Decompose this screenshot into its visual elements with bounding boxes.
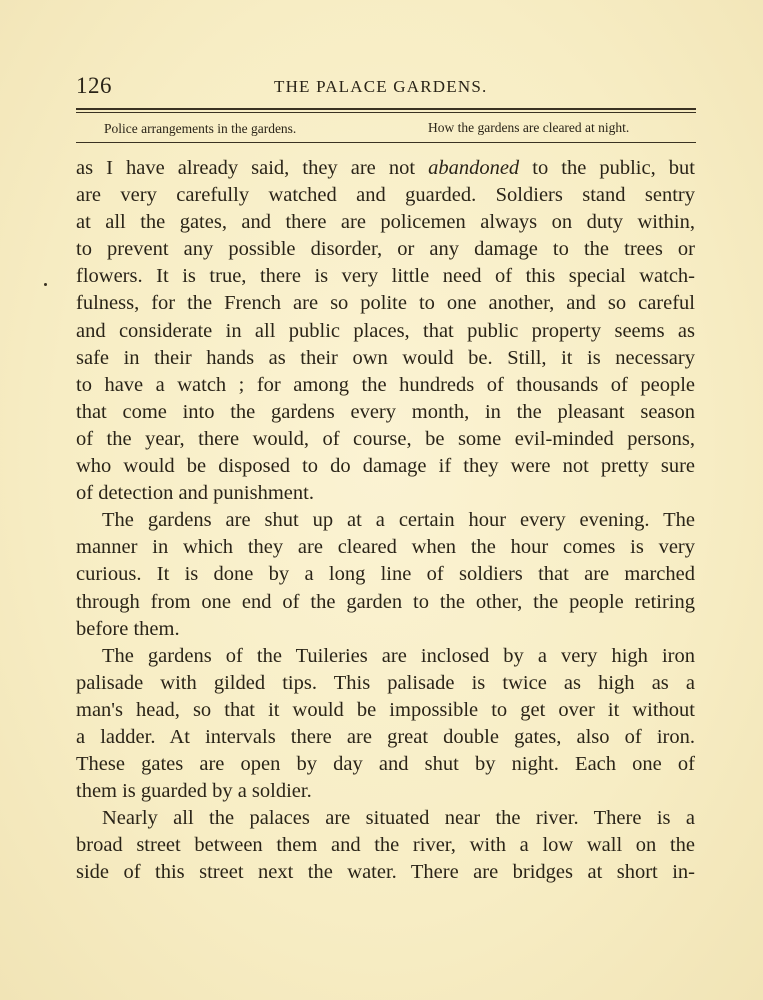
text-line: of the year, there would, of course, be some evil-minded persons, xyxy=(76,427,695,450)
paragraph-2 xyxy=(76,507,695,642)
text-line: of detection and punishment. xyxy=(76,482,314,505)
text-fragment: to the public, but xyxy=(519,157,695,179)
text-line: safe in their hands as their own would be. Still, it is necessary xyxy=(76,346,695,369)
text-line: a ladder. At intervals there are great double gates, also of iron. xyxy=(76,725,695,748)
text-line: broad street between them and the river, with a low wall on the xyxy=(76,834,695,857)
italic-word: abandoned xyxy=(428,157,520,179)
text-line: Nearly all the palaces are situated near the river. There is a xyxy=(102,807,695,830)
text-line: at all the gates, and there are policemen always on duty within, xyxy=(76,211,695,234)
text-line: These gates are open by day and shut by night. Each one of xyxy=(76,753,695,776)
body-text xyxy=(76,155,695,887)
text-line: and considerate in all public places, that public property seems as xyxy=(76,319,695,342)
side-heading-left: Police arrangements in the gardens. xyxy=(104,121,297,136)
text-line xyxy=(76,155,695,182)
page-header xyxy=(76,73,696,103)
text-line: palisade with gilded tips. This palisade is twice as high as a xyxy=(76,671,695,694)
paragraph-1 xyxy=(76,155,695,507)
text-line: before them. xyxy=(76,617,180,640)
text-line: manner in which they are cleared when the hour comes is very xyxy=(76,536,695,559)
text-line: through from one end of the garden to the other, the people retiring xyxy=(76,590,695,613)
paragraph-3 xyxy=(76,643,695,806)
text-line: fulness, for the French are so polite to one another, and so careful xyxy=(76,292,695,315)
text-line: them is guarded by a soldier. xyxy=(76,780,312,803)
side-heading-rule xyxy=(76,142,696,143)
text-line: to have a watch ; for among the hundreds of thousands of people xyxy=(76,373,695,396)
text-line: are very carefully watched and guarded. Soldiers stand sentry xyxy=(76,184,695,207)
side-heading-right: How the gardens are cleared at night. xyxy=(428,120,630,135)
text-line: curious. It is done by a long line of soldiers that are marched xyxy=(76,563,695,586)
text-line: to prevent any possible disorder, or any damage to the trees or xyxy=(76,238,695,261)
text-line: flowers. It is true, there is very little need of this special watch- xyxy=(76,265,695,288)
page-number: 126 xyxy=(76,73,112,98)
text-line: The gardens of the Tuileries are inclosed by a very high iron xyxy=(102,644,695,667)
text-line: The gardens are shut up at a certain hour every evening. The xyxy=(102,509,695,532)
text-line: that come into the gardens every month, in the pleasant season xyxy=(76,400,695,423)
header-rule-thin xyxy=(76,112,696,113)
running-title: THE PALACE GARDENS. xyxy=(274,77,488,96)
header-rule-thick xyxy=(76,108,696,110)
text-line: man's head, so that it would be impossible to get over it without xyxy=(76,698,695,721)
text-fragment: as I have already said, they are not xyxy=(76,157,429,179)
margin-mark xyxy=(44,283,47,286)
text-line: side of this street next the water. There are bridges at short in- xyxy=(76,861,695,884)
text-line: who would be disposed to do damage if they were not pretty sure xyxy=(76,455,695,478)
paragraph-4 xyxy=(76,805,695,886)
